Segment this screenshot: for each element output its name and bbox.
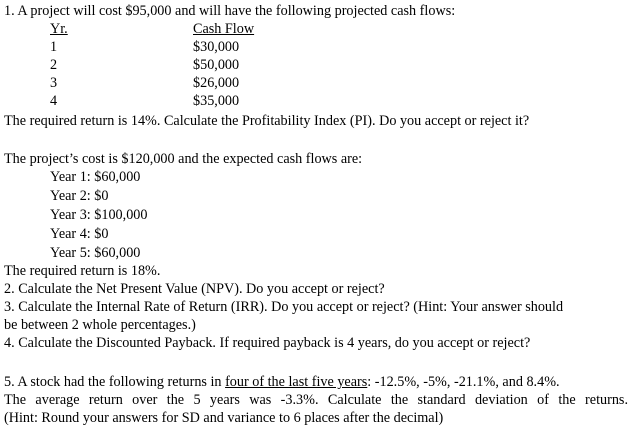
- q2-year-line: Year 3: $100,000: [50, 207, 148, 223]
- q1-header-cashflow: Cash Flow: [193, 21, 255, 37]
- q5-text-part2: : -12.5%, -5%, -21.1%, and 8.4%.: [367, 374, 560, 390]
- q2-year-line: Year 1: $60,000: [50, 169, 141, 185]
- q2-intro: The project’s cost is $120,000 and the expected cash flows are:: [4, 151, 363, 167]
- q5-line2: The average return over the 5 years was -3.3%. Calculate the standard deviation of the returns.: [4, 392, 628, 408]
- q1-row-cash: $26,000: [193, 75, 240, 91]
- q5-line1: [4, 373, 560, 391]
- q1-row-cash: $30,000: [193, 39, 240, 55]
- q2-year-line: Year 5: $60,000: [50, 245, 141, 261]
- q3-irr-question-cont: be between 2 whole percentages.): [4, 317, 196, 333]
- q5-hint: (Hint: Round your answers for SD and variance to 6 places after the decimal): [4, 410, 444, 426]
- q2-required-return: The required return is 18%.: [4, 263, 161, 279]
- q1-row-year: 2: [50, 57, 58, 73]
- q2-year-line: Year 4: $0: [50, 226, 109, 242]
- q1-intro: 1. A project will cost $95,000 and will have the following projected cash flows:: [4, 3, 456, 19]
- q1-question: The required return is 14%. Calculate the Profitability Index (PI). Do you accept or reject it?: [4, 113, 530, 129]
- q2-year-line: Year 2: $0: [50, 188, 109, 204]
- q1-row-year: 4: [50, 93, 58, 109]
- q1-row-cash: $50,000: [193, 57, 240, 73]
- q5-underlined-phrase: four of the last five years: [225, 374, 368, 390]
- q2-npv-question: 2. Calculate the Net Present Value (NPV). Do you accept or reject?: [4, 281, 385, 297]
- q1-header-year: Yr.: [50, 21, 68, 37]
- q1-row-year: 3: [50, 75, 58, 91]
- q4-payback-question: 4. Calculate the Discounted Payback. If required payback is 4 years, do you accept or reject?: [4, 335, 531, 351]
- q1-row-year: 1: [50, 39, 58, 55]
- q5-text-part1: 5. A stock had the following returns in: [4, 374, 226, 390]
- q3-irr-question: 3. Calculate the Internal Rate of Return (IRR). Do you accept or reject? (Hint: Your answer should: [4, 299, 564, 315]
- q1-row-cash: $35,000: [193, 93, 240, 109]
